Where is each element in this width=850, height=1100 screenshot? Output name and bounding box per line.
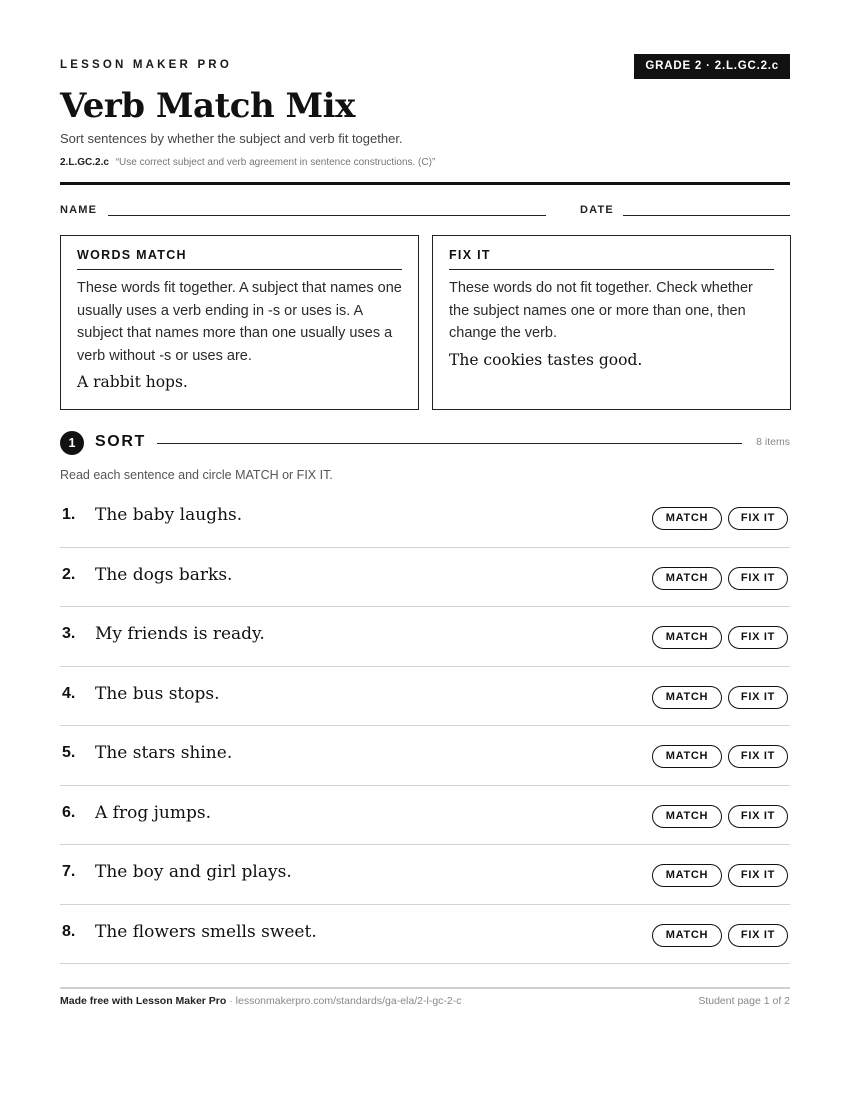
list-item [60,548,790,608]
date-label: DATE [580,204,614,216]
match-option[interactable]: MATCH [652,507,722,530]
match-option[interactable]: MATCH [652,805,722,828]
item-sentence: The bus stops. [95,683,220,704]
item-sentence: The dogs barks. [95,564,233,585]
item-sentence: A frog jumps. [95,802,211,823]
fix-it-body: These words do not fit together. Check whether the subject names one or more than one, then change the verb. [449,280,753,341]
fix-it-card [432,235,791,410]
standard-reference [60,157,435,168]
fix-it-option[interactable]: FIX IT [728,805,788,828]
standard-code: 2.L.GC.2.c [60,157,109,168]
page-title: Verb Match Mix [60,86,355,126]
item-number: 2. [62,565,76,583]
list-item [60,488,790,548]
list-item [60,786,790,846]
footer-made-with: Made free with Lesson Maker Pro [60,995,227,1007]
header-divider [60,182,790,185]
sort-section-header [60,431,790,455]
fix-it-option[interactable]: FIX IT [728,507,788,530]
worksheet-page [60,0,790,1100]
match-option[interactable]: MATCH [652,626,722,649]
list-item [60,607,790,667]
match-option[interactable]: MATCH [652,567,722,590]
item-number: 7. [62,863,76,880]
fix-it-option[interactable]: FIX IT [728,686,788,709]
standard-text: “Use correct subject and verb agreement in sentence constructions. (C)” [115,157,436,168]
fix-it-option[interactable]: FIX IT [728,567,788,590]
words-match-title: WORDS MATCH [77,248,402,270]
list-item [60,845,790,905]
item-sentence: My friends is ready. [95,624,265,644]
list-item [60,726,790,786]
sort-instructions: Read each sentence and circle MATCH or FIX IT. [60,468,333,482]
name-date-row [60,204,790,220]
item-sentence: The stars shine. [95,743,233,763]
words-match-body: These words fit together. A subject that names one usually uses a verb ending in -s or uses is. A subject that names more than one usually uses a verb without -s or uses are. [77,280,402,364]
item-sentence: The boy and girl plays. [95,862,292,882]
match-option[interactable]: MATCH [652,864,722,887]
match-option[interactable]: MATCH [652,745,722,768]
words-match-card [60,235,419,410]
item-number: 5. [62,744,76,761]
item-number: 3. [62,625,76,642]
fix-it-option[interactable]: FIX IT [728,626,788,649]
fix-it-example: The cookies tastes good. [449,350,643,369]
item-sentence: The baby laughs. [95,505,243,525]
date-line[interactable] [623,215,790,216]
footer-credit [60,995,462,1007]
item-number: 8. [62,922,76,940]
sentence-list [60,488,790,964]
page-indicator: Student page 1 of 2 [698,995,790,1007]
fix-it-title: FIX IT [449,248,774,270]
section-title: SORT [95,433,146,450]
section-number-badge: 1 [60,431,84,455]
list-item [60,667,790,727]
match-option[interactable]: MATCH [652,924,722,947]
fix-it-option[interactable]: FIX IT [728,745,788,768]
item-number: 1. [62,506,76,523]
item-number: 6. [62,803,76,821]
name-label: NAME [60,204,98,216]
list-item [60,905,790,965]
section-rule [157,443,742,444]
words-match-example: A rabbit hops. [77,373,188,391]
page-subtitle: Sort sentences by whether the subject and verb fit together. [60,131,403,146]
footer-divider [60,987,790,989]
item-count: 8 items [756,436,790,448]
brand-name: LESSON MAKER PRO [60,59,232,71]
footer-url: · lessonmakerpro.com/standards/ga-ela/2-l-gc-2-c [226,995,462,1007]
grade-badge: GRADE 2 · 2.L.GC.2.c [634,54,790,79]
item-number: 4. [62,684,76,702]
fix-it-option[interactable]: FIX IT [728,924,788,947]
match-option[interactable]: MATCH [652,686,722,709]
fix-it-option[interactable]: FIX IT [728,864,788,887]
item-sentence: The flowers smells sweet. [95,921,317,942]
top-bar [60,54,790,80]
name-line[interactable] [108,215,546,216]
